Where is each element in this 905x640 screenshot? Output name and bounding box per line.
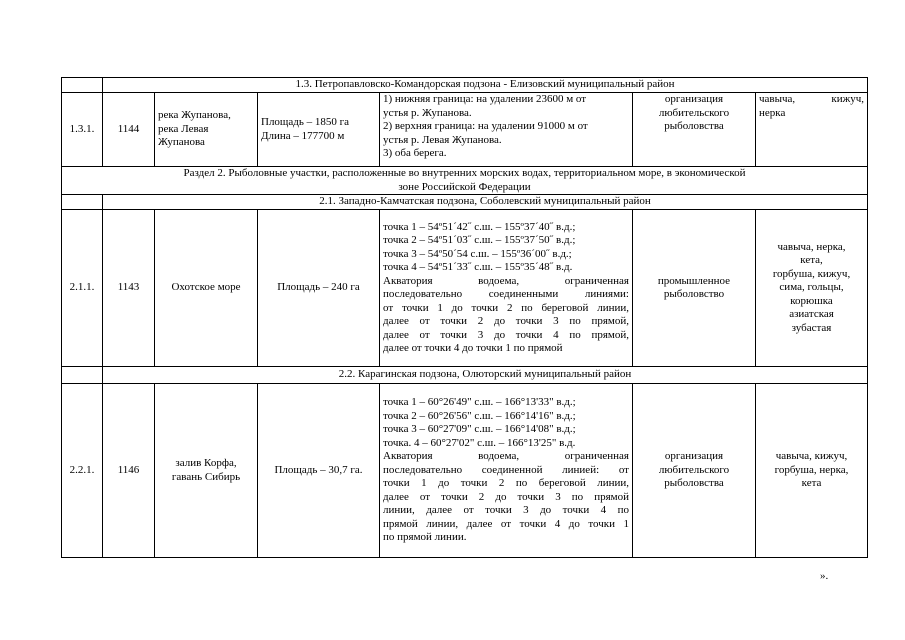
text-line: сима, гольцы, xyxy=(779,281,844,294)
text-line: организация xyxy=(664,450,724,463)
text-line: точка 2 – 60°26'56" с.ш. – 166°14'16" в.д.; xyxy=(383,409,576,422)
table-row xyxy=(62,195,868,210)
table-row xyxy=(62,78,868,93)
text-line: рыболовства xyxy=(664,120,724,132)
water-body-name xyxy=(155,384,258,558)
text-line: река Левая xyxy=(158,122,209,135)
text-line: кета, xyxy=(800,254,823,267)
text-line: Раздел 2. Рыболовные участки, расположенные во внутренних морских водах, территориальном море, в экономической xyxy=(183,167,746,179)
text-line: прямой линии, далее от точки 4 до точки 1 xyxy=(383,517,629,530)
text-line: далее от точки 2 до точки 3 по прямой xyxy=(383,490,629,503)
text-line: точка 3 – 60°27'09" с.ш. – 166°14'08" в.д.; xyxy=(383,423,576,436)
text-line: точки 1 до точки 2 по береговой линии, xyxy=(383,477,629,490)
area-id: 1143 xyxy=(103,210,155,367)
row-number: 2.2.1. xyxy=(62,384,103,558)
species-word: кижуч, xyxy=(831,93,865,105)
text-line: далее от точки 2 до точки 3 по прямой, xyxy=(383,315,629,327)
text-line: Длина – 177700 м xyxy=(261,129,345,142)
row-number: 2.1.1. xyxy=(62,210,103,367)
table-cell xyxy=(62,367,103,384)
fish-species xyxy=(756,384,868,558)
fishing-purpose xyxy=(633,384,756,558)
text-line: последовательно соединенной линией: от xyxy=(383,463,629,476)
text-line: кета xyxy=(801,477,822,490)
area-id: 1144 xyxy=(103,93,155,167)
water-body-name xyxy=(155,93,258,167)
text-line: залив Корфа, xyxy=(175,457,237,469)
boundaries xyxy=(380,384,633,558)
species-word: чавыча, xyxy=(759,93,796,105)
table-row xyxy=(62,367,868,384)
text-line: последовательно соединенными линиями: xyxy=(383,288,629,300)
area-size xyxy=(258,93,380,167)
text-line: точка. 4 – 60°27'02" с.ш. – 166°13'25" в.д. xyxy=(383,436,576,449)
text-line: 3) оба берега. xyxy=(383,147,447,159)
text-line xyxy=(759,93,864,107)
text-line: устья р. Левая Жупанова. xyxy=(383,133,502,146)
text-line: чавыча, кижуч, xyxy=(775,450,848,463)
text-line: Жупанова xyxy=(158,136,205,149)
area-size: Площадь – 30,7 га. xyxy=(258,384,380,558)
fishing-purpose xyxy=(633,93,756,167)
subzone-header: 1.3. Петропавловско-Командорская подзона - Елизовский муниципальный район xyxy=(103,78,868,93)
table-row xyxy=(62,210,868,367)
text-line: точка 1 – 60°26'49" с.ш. – 166°13'33" в.д.; xyxy=(383,396,576,409)
table-row xyxy=(62,384,868,558)
text-line: точка 2 – 54º51´03˝ с.ш. – 155º37´50˝ в.д.; xyxy=(383,234,576,246)
text-line: 1) нижняя граница: на удалении 23600 м от xyxy=(383,93,587,105)
boundaries xyxy=(380,210,633,367)
text-line: горбуша, нерка, xyxy=(774,463,849,476)
text-line: устья р. Жупанова. xyxy=(383,106,472,119)
row-number: 1.3.1. xyxy=(62,93,103,167)
area-size: Площадь – 240 га xyxy=(258,210,380,367)
fish-species xyxy=(756,93,868,167)
area-id: 1146 xyxy=(103,384,155,558)
text-line: от точки 1 до точки 2 по береговой линии, xyxy=(383,301,629,314)
text-line: линии, далее от точки 3 до точки 4 по xyxy=(383,504,629,517)
subzone-header: 2.1. Западно-Камчатская подзона, Соболевский муниципальный район xyxy=(103,195,868,210)
text-line: азиатская xyxy=(789,308,834,321)
water-body-name: Охотское море xyxy=(155,210,258,367)
text-line: Акватория водоема, ограниченная xyxy=(383,450,629,463)
text-line: точка 1 – 54º51´42˝ с.ш. – 155º37´40˝ в.д.; xyxy=(383,220,576,233)
text-line: река Жупанова, xyxy=(158,109,231,122)
text-line: по прямой линии. xyxy=(383,531,467,544)
text-line: корюшка xyxy=(790,294,833,307)
fish-species xyxy=(756,210,868,367)
text-line: гавань Сибирь xyxy=(171,470,241,483)
table-cell xyxy=(62,78,103,93)
section-header xyxy=(62,167,868,195)
text-line: рыболовства xyxy=(664,477,724,490)
text-line: организация xyxy=(664,93,724,105)
text-line: зубастая xyxy=(791,321,832,334)
subzone-header: 2.2. Карагинская подзона, Олюторский муниципальный район xyxy=(103,367,868,384)
text-line: Площадь – 1850 га xyxy=(261,116,350,128)
fishing-purpose xyxy=(633,210,756,367)
text-line: точка 4 – 54º51´33˝ с.ш. – 155º35´48˝ в.д. xyxy=(383,261,573,273)
fishing-areas-table xyxy=(61,77,868,558)
boundaries xyxy=(380,93,633,167)
text-line: точка 3 – 54º50´54 с.ш. – 155º36´00˝ в.д.; xyxy=(383,247,572,260)
text-line: Акватория водоема, ограниченная xyxy=(383,274,629,287)
text-line: промышленное xyxy=(657,274,731,287)
text-line: 2) верхняя граница: на удалении 91000 м от xyxy=(383,120,588,132)
text-line: нерка xyxy=(759,106,786,119)
text-line: любительского xyxy=(658,106,730,119)
text-line: далее от точки 4 до точки 1 по прямой xyxy=(383,342,563,354)
text-line: чавыча, нерка, xyxy=(777,240,846,253)
table-row xyxy=(62,167,868,195)
text-line: далее от точки 3 до точки 4 по прямой, xyxy=(383,328,629,341)
table-cell xyxy=(62,195,103,210)
text-line: любительского xyxy=(658,463,730,476)
text-line: рыболовство xyxy=(663,288,725,300)
text-line: горбуша, кижуч, xyxy=(772,267,851,280)
text-line: зоне Российской Федерации xyxy=(398,180,531,193)
table-row xyxy=(62,93,868,167)
closing-quote: ». xyxy=(820,570,829,582)
